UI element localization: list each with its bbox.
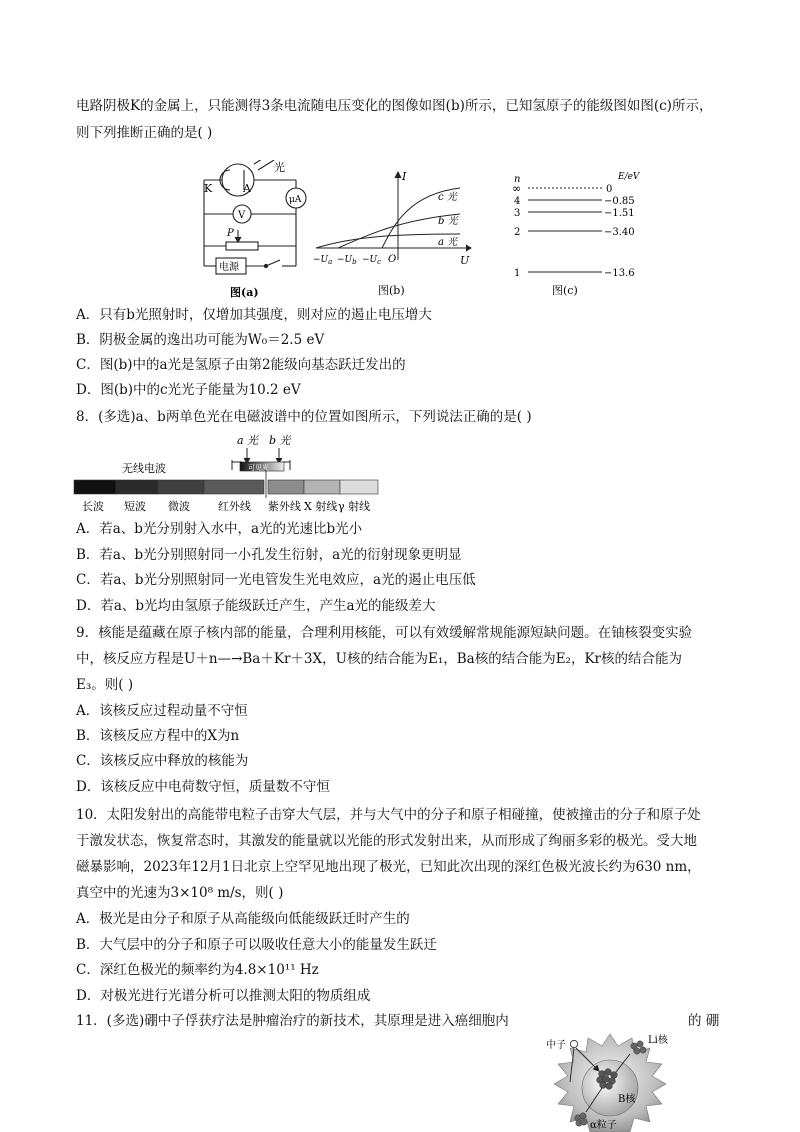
band-short — [116, 480, 158, 494]
curve-label-c: c 光 — [438, 192, 457, 203]
q9-line-1: 9．核能是蕴藏在原子核内部的能量，合理利用核能，可以有效缓解常规能源短缺问题。在铀核裂变实验 — [76, 625, 693, 641]
q7-option-b: B．阴极金属的逸出功可能为W₀＝2.5 eV — [76, 332, 325, 348]
tick-uc: $-U_c$ — [362, 255, 382, 266]
label-microammeter: μA — [289, 195, 302, 205]
q9-line-2: 中，核反应方程是U＋n—→Ba＋Kr＋3X，U核的结合能为E₁，Ba核的结合能为E₂，Kr核的结合能为 — [76, 651, 683, 667]
origin-O: O — [388, 254, 397, 265]
figure-a-circuit — [200, 160, 312, 300]
q7-option-a: A．只有b光照射时，仅增加其强度，则对应的遏止电压增大 — [76, 307, 432, 323]
rheostat — [226, 242, 258, 250]
band-label-uv: 紫外线 — [268, 500, 301, 513]
n-2: 2 — [514, 227, 521, 238]
q10-option-d: D．对极光进行光谱分析可以推测太阳的物质组成 — [76, 988, 371, 1004]
q7-option-d: D．图(b)中的c光光子能量为10.2 eV — [76, 382, 301, 398]
figure-bnct-cell — [540, 1032, 680, 1132]
label-K: K — [204, 182, 213, 195]
label-visible: 可见光 — [248, 464, 269, 472]
axis-I: I — [402, 170, 407, 183]
q11-line-1-tail: 的 硼 — [688, 1013, 720, 1029]
q9-option-c: C．该核反应中释放的核能为 — [76, 753, 249, 769]
col-n: n — [514, 174, 521, 185]
q10-option-b: B．大气层中的分子和原子可以吸收任意大小的能量发生跃迁 — [76, 937, 437, 953]
e-3: −1.51 — [604, 208, 635, 219]
label-A: A — [243, 182, 251, 195]
neutron — [570, 1040, 577, 1047]
figure-em-spectrum — [72, 432, 382, 514]
axis-U: U — [460, 254, 470, 267]
label-neutron: 中子 — [546, 1040, 566, 1051]
intro-line-1: 电路阴极K的金属上，只能测得3条电流随电压变化的图像如图(b)所示，已知氢原子的能级图如图(c)所示， — [76, 98, 713, 114]
figure-c-energy-levels — [508, 168, 648, 300]
label-a-light: a 光 — [237, 434, 259, 447]
q10-line-1: 10．太阳发射出的高能带电粒子击穿大气层，并与大气中的分子和原子相碰撞，使被撞击的分子和原子处 — [76, 807, 701, 823]
q10-option-a: A．极光是由分子和原子从高能级向低能级跃迁时产生的 — [76, 911, 410, 927]
label-li-nucleus: Li核 — [648, 1035, 668, 1046]
label-P: P — [227, 228, 234, 239]
band-x — [304, 480, 340, 494]
caption-b: 图(b) — [378, 284, 405, 297]
band-label-long: 长波 — [82, 500, 104, 513]
band-label-short: 短波 — [124, 500, 146, 513]
band-label-x: X 射线 — [304, 500, 338, 513]
q10-option-c: C．深红色极光的频率约为4.8×10¹¹ Hz — [76, 962, 319, 978]
q10-line-4: 真空中的光速为3×10⁸ m/s，则( ) — [76, 885, 284, 901]
band-uv — [268, 480, 304, 494]
curve-label-b: b 光 — [438, 216, 458, 227]
n-1: 1 — [514, 268, 521, 279]
q8-option-b: B．若a、b光分别照射同一小孔发生衍射，a光的衍射现象更明显 — [76, 547, 462, 563]
figure-b-iu-curves — [310, 168, 480, 300]
caption-c: 图(c) — [552, 284, 578, 297]
n-inf: ∞ — [512, 182, 522, 195]
e-2: −3.40 — [604, 227, 635, 238]
band-ir — [204, 480, 264, 494]
band-label-gamma: γ 射线 — [338, 500, 371, 513]
band-label-ir: 红外线 — [218, 500, 251, 513]
e-1: −13.6 — [604, 268, 635, 279]
q8-option-c: C．若a、b光分别照射同一光电管发生光电效应，a光的遏止电压低 — [76, 572, 476, 588]
label-b-light: b 光 — [269, 434, 291, 447]
q9-option-d: D．该核反应中电荷数守恒，质量数不守恒 — [76, 779, 330, 795]
q8-option-d: D．若a、b光均由氢原子能级跃迁产生，产生a光的能级差大 — [76, 598, 436, 614]
q8-stem: 8．(多选)a、b两单色光在电磁波谱中的位置如图所示，下列说法正确的是( ) — [76, 409, 532, 425]
e-inf: 0 — [606, 184, 613, 195]
tick-ua: $-U_a$ — [313, 255, 333, 266]
q9-option-b: B．该核反应方程中的X为n — [76, 728, 240, 744]
label-voltmeter: V — [238, 210, 246, 221]
col-E: E/eV — [618, 172, 640, 182]
caption-a: 图(a) — [230, 286, 259, 299]
band-gamma — [340, 480, 378, 494]
q7-option-c: C．图(b)中的a光是氢原子由第2能级向基态跃迁发出的 — [76, 357, 406, 373]
q9-option-a: A．该核反应过程动量不守恒 — [76, 703, 248, 719]
label-radio: 无线电波 — [122, 462, 166, 475]
band-micro — [158, 480, 204, 494]
q8-option-a: A．若a、b光分别射入水中，a光的光速比b光小 — [76, 521, 363, 537]
intro-line-2: 则下列推断正确的是( ) — [76, 125, 213, 141]
tick-ub: $-U_b$ — [337, 255, 357, 266]
band-label-micro: 微波 — [168, 500, 190, 513]
curve-label-a: a 光 — [438, 237, 458, 248]
label-light: 光 — [274, 161, 285, 174]
q10-line-2: 于激发状态，恢复常态时，其激发的能量就以光能的形式发射出来，从而形成了绚丽多彩的极光。受大地 — [76, 833, 697, 849]
q10-line-3: 磁暴影响，2023年12月1日北京上空罕见地出现了极光，已知此次出现的深红色极光波长约为630 nm， — [76, 859, 701, 875]
band-long — [74, 480, 116, 494]
label-source: 电源 — [219, 262, 239, 273]
q9-line-3: E₃。则( ) — [76, 677, 134, 693]
label-b-nucleus: B核 — [618, 1094, 636, 1105]
label-alpha: α粒子 — [590, 1120, 617, 1131]
e-4: −0.85 — [604, 196, 635, 207]
n-3: 3 — [514, 208, 521, 219]
n-4: 4 — [514, 196, 521, 207]
q11-line-1: 11．(多选)硼中子俘获疗法是肿瘤治疗的新技术，其原理是进入癌细胞内 — [76, 1013, 509, 1029]
